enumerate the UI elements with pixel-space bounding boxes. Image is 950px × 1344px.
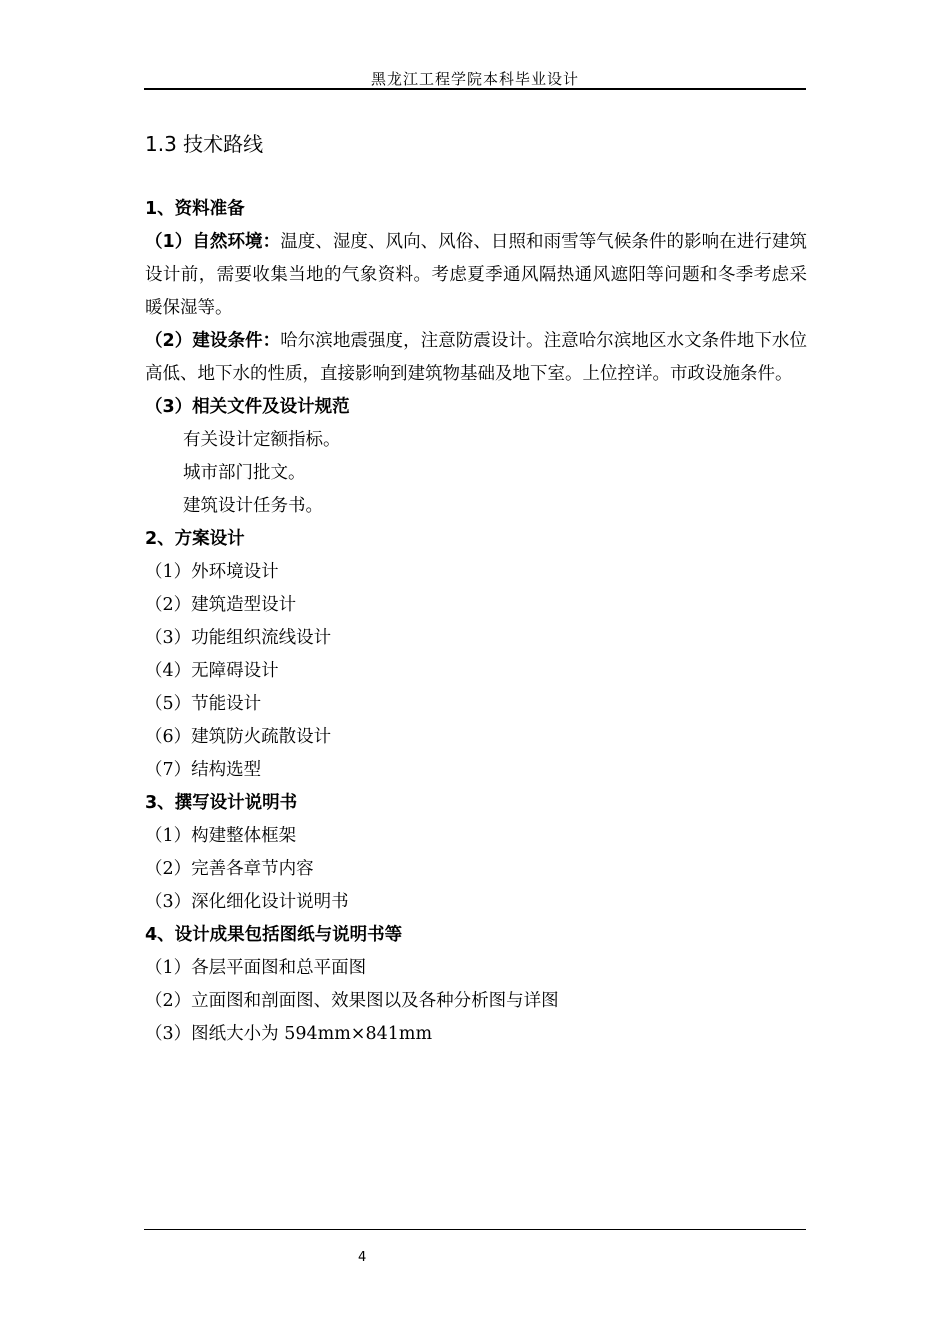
- item-label: （2）建设条件：: [145, 331, 281, 351]
- list-item: 有关设计定额指标。: [183, 430, 341, 450]
- page-header-title: 黑龙江工程学院本科毕业设计: [370, 70, 579, 88]
- list-item: （3）深化细化设计说明书: [145, 892, 349, 912]
- item-label: （1）自然环境：: [145, 232, 281, 252]
- document-body: [145, 193, 810, 1051]
- list-item: 建筑设计任务书。: [183, 496, 323, 516]
- section-title: 1.3 技术路线: [145, 132, 264, 156]
- list-item: （2）完善各章节内容: [145, 859, 314, 879]
- list-item: （2）建筑造型设计: [145, 595, 297, 615]
- part-heading-3: 3、撰写设计说明书: [145, 793, 298, 813]
- list-item: （3）图纸大小为 594mm×841mm: [145, 1024, 433, 1044]
- list-item: （6）建筑防火疏散设计: [145, 727, 332, 747]
- list-item: 城市部门批文。: [183, 463, 306, 483]
- list-item: （5）节能设计: [145, 694, 262, 714]
- list-item: （1）各层平面图和总平面图: [145, 958, 367, 978]
- item-text: 温度、湿度、风向、风俗、日照和雨雪等气候条件的影响在进行建筑设计前，需要收集当地的气象资料。考虑夏季通风隔热通风遮阳等问题和冬季考虑采暖保湿等。: [145, 232, 807, 318]
- list-item: （7）结构选型: [145, 760, 262, 780]
- list-item: （4）无障碍设计: [145, 661, 279, 681]
- item-text: 哈尔滨地震强度，注意防震设计。注意哈尔滨地区水文条件地下水位高低、地下水的性质，直接影响到建筑物基础及地下室。上位控详。市政设施条件。: [145, 331, 807, 384]
- header-divider: [144, 88, 806, 90]
- list-item: （3）功能组织流线设计: [145, 628, 332, 648]
- part-heading-2: 2、方案设计: [145, 529, 245, 549]
- part-heading-1: 1、资料准备: [145, 199, 245, 219]
- paragraph-natural-environment: [145, 226, 807, 325]
- list-item: （2）立面图和剖面图、效果图以及各种分析图与详图: [145, 991, 559, 1011]
- list-item: （1）外环境设计: [145, 562, 279, 582]
- footer-divider: [144, 1229, 806, 1230]
- paragraph-construction-conditions: [145, 325, 807, 391]
- part-heading-4: 4、设计成果包括图纸与说明书等: [145, 925, 403, 945]
- page-number: 4: [358, 1250, 367, 1265]
- list-item: （1）构建整体框架: [145, 826, 297, 846]
- item-related-documents: （3）相关文件及设计规范: [145, 397, 350, 417]
